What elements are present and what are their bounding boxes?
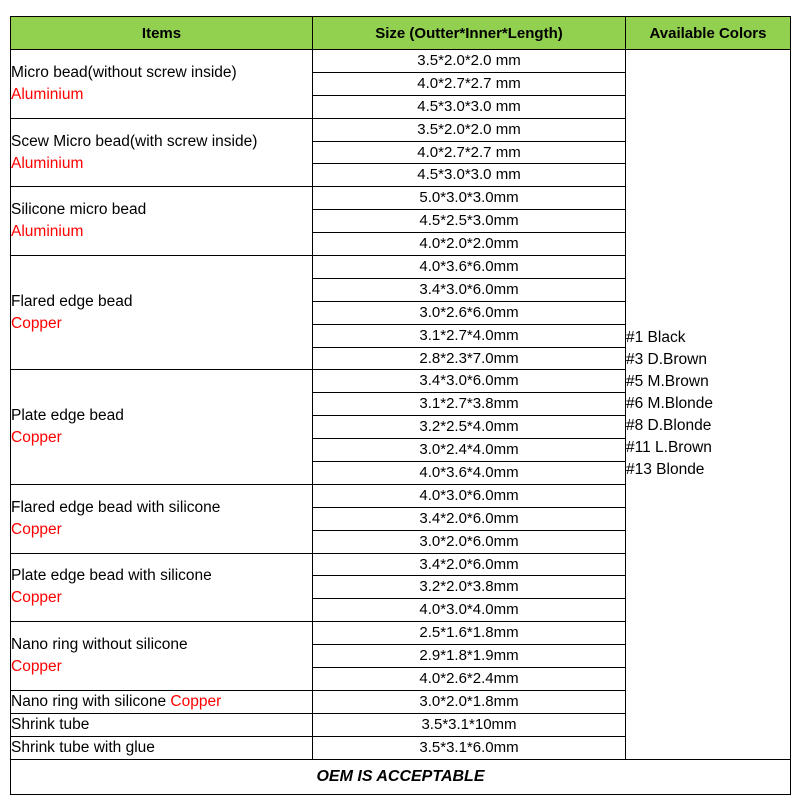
size-cell: 3.1*2.7*3.8mm [313, 393, 626, 416]
item-name: Plate edge bead with silicone [11, 567, 212, 585]
size-cell: 3.2*2.0*3.8mm [313, 576, 626, 599]
size-cell: 4.0*2.6*2.4mm [313, 668, 626, 691]
size-cell: 3.4*2.0*6.0mm [313, 507, 626, 530]
header-row [11, 17, 791, 50]
color-option: #13 Blonde [626, 461, 705, 479]
size-cell: 4.5*2.5*3.0mm [313, 210, 626, 233]
item-cell [11, 256, 313, 370]
item-name: Silicone micro bead [11, 201, 147, 219]
size-cell: 2.9*1.8*1.9mm [313, 645, 626, 668]
size-cell: 4.0*3.6*4.0mm [313, 462, 626, 485]
item-name: Flared edge bead with silicone [11, 498, 221, 516]
color-option: #3 D.Brown [626, 351, 707, 369]
size-cell: 4.5*3.0*3.0 mm [313, 95, 626, 118]
item-material: Copper [11, 314, 62, 332]
item-cell [11, 690, 313, 713]
size-cell: 3.0*2.0*6.0mm [313, 530, 626, 553]
item-name: Plate edge bead [11, 407, 124, 425]
size-cell: 4.0*3.0*6.0mm [313, 484, 626, 507]
item-material: Copper [11, 429, 62, 447]
item-cell [11, 736, 313, 759]
table-row [11, 50, 791, 73]
size-cell: 3.0*2.0*1.8mm [313, 690, 626, 713]
item-cell [11, 622, 313, 691]
header-items: Items [11, 17, 313, 50]
item-material: Aluminium [11, 85, 84, 103]
size-cell: 3.4*3.0*6.0mm [313, 278, 626, 301]
color-option: #5 M.Brown [626, 373, 709, 391]
size-cell: 2.5*1.6*1.8mm [313, 622, 626, 645]
header-colors: Available Colors [626, 17, 791, 50]
item-material: Copper [11, 658, 62, 676]
header-size: Size (Outter*Inner*Length) [313, 17, 626, 50]
size-cell: 4.0*3.6*6.0mm [313, 256, 626, 279]
item-name: Nano ring with silicone [11, 692, 171, 710]
item-cell [11, 187, 313, 256]
item-name: Micro bead(without screw inside) [11, 63, 237, 81]
item-material: Copper [11, 589, 62, 607]
color-option: #11 L.Brown [626, 439, 712, 457]
size-cell: 3.0*2.6*6.0mm [313, 301, 626, 324]
size-cell: 3.4*3.0*6.0mm [313, 370, 626, 393]
item-material: Aluminium [11, 154, 84, 172]
item-cell [11, 118, 313, 187]
size-cell: 3.4*2.0*6.0mm [313, 553, 626, 576]
color-option: #1 Black [626, 329, 686, 347]
item-cell [11, 370, 313, 484]
size-cell: 3.5*2.0*2.0 mm [313, 50, 626, 73]
size-cell: 4.0*2.7*2.7 mm [313, 141, 626, 164]
colors-cell [626, 50, 791, 760]
item-name: Flared edge bead [11, 292, 133, 310]
product-spec-table [10, 16, 791, 795]
item-name: Shrink tube [11, 715, 90, 733]
size-cell: 3.5*3.1*6.0mm [313, 736, 626, 759]
item-cell [11, 553, 313, 622]
size-cell: 3.1*2.7*4.0mm [313, 324, 626, 347]
size-cell: 4.0*2.0*2.0mm [313, 233, 626, 256]
item-cell [11, 484, 313, 553]
size-cell: 3.0*2.4*4.0mm [313, 439, 626, 462]
item-material: Copper [170, 692, 222, 710]
item-name: Nano ring without silicone [11, 636, 188, 654]
size-cell: 3.5*2.0*2.0 mm [313, 118, 626, 141]
size-cell: 5.0*3.0*3.0mm [313, 187, 626, 210]
item-cell [11, 50, 313, 119]
item-name: Shrink tube with glue [11, 738, 155, 756]
item-cell [11, 713, 313, 736]
item-name: Scew Micro bead(with screw inside) [11, 132, 258, 150]
size-cell: 3.5*3.1*10mm [313, 713, 626, 736]
item-material: Aluminium [11, 223, 84, 241]
footer-note: OEM IS ACCEPTABLE [11, 759, 791, 794]
table-body [11, 50, 791, 795]
item-material: Copper [11, 520, 62, 538]
size-cell: 2.8*2.3*7.0mm [313, 347, 626, 370]
color-option: #6 M.Blonde [626, 395, 714, 413]
footer-row [11, 759, 791, 794]
size-cell: 4.5*3.0*3.0 mm [313, 164, 626, 187]
size-cell: 4.0*2.7*2.7 mm [313, 72, 626, 95]
color-option: #8 D.Blonde [626, 417, 712, 435]
size-cell: 3.2*2.5*4.0mm [313, 416, 626, 439]
size-cell: 4.0*3.0*4.0mm [313, 599, 626, 622]
